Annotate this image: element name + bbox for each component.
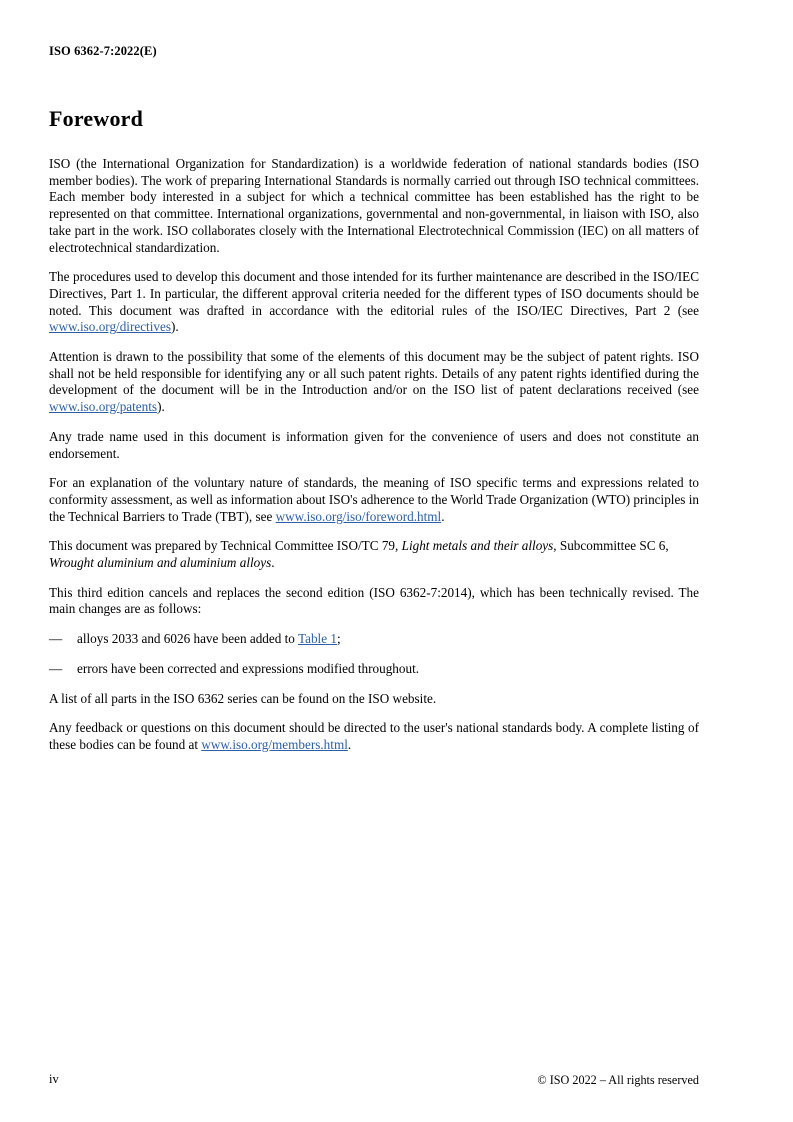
paragraph-committee [49, 538, 699, 571]
change-1-text-before: alloys 2033 and 6026 have been added to [77, 631, 298, 647]
footer-page-number: iv [49, 1072, 59, 1086]
change-1-text-after: ; [336, 631, 341, 647]
link-iso-patents[interactable]: www.iso.org/patents [49, 399, 158, 415]
paragraph-patent-text-before: Attention is drawn to the possibility that some of the elements of this document may be the subject of patent rights. ISO shall not be held responsible for identifying any or all such patent rights. Details of any patent rights identified during the development of the document will be in the Introduction and/or on the ISO list of patent declarations received (see [49, 349, 699, 398]
paragraph-procedures [49, 269, 699, 336]
paragraph-committee-text-before: This document was prepared by Technical Committee ISO/TC 79, [49, 538, 402, 554]
paragraph-scope-iso: ISO (the International Organization for Standardization) is a worldwide federation of national standards bodies (ISO member bodies). The work of preparing International Standards is normally carried out through ISO technical committees. Each member body interested in a subject for which a technical committee has been established has the right to be represented on that committee. International organizations, governmental and non-governmental, in liaison with ISO, also take part in the work. ISO collaborates closely with the International Electrotechnical Commission (IEC) on all matters of electrotechnical standardization. [49, 156, 699, 255]
list-dash-marker: — [49, 631, 63, 647]
list-item-change-2-text: errors have been corrected and expressions modified throughout. [77, 660, 420, 676]
link-iso-members[interactable]: www.iso.org/members.html [201, 736, 348, 752]
footer-copyright: © ISO 2022 – All rights reserved [537, 1073, 699, 1087]
paragraph-trade-name: Any trade name used in this document is information given for the convenience of users and does not constitute an endorsement. [49, 428, 699, 461]
paragraph-parts-list: A list of all parts in the ISO 6362 series can be found on the ISO website. [49, 690, 437, 706]
paragraph-procedures-text-before: The procedures used to develop this document and those intended for its further maintenance are described in the ISO/IEC Directives, Part 1. In particular, the different approval criteria needed for the different types of ISO documents should be noted. This document was drafted in accordance with the editorial rules of the ISO/IEC Directives, Part 2 (see [49, 269, 699, 318]
list-item-change-2 [49, 661, 699, 678]
paragraph-voluntary-text-before: For an explanation of the voluntary nature of standards, the meaning of ISO specific terms and expressions related to conformity assessment, as well as information about ISO's adherence to the World Trade Organization (WTO) principles in the Technical Barriers to Trade (TBT), see [49, 475, 699, 524]
list-dash-marker: — [49, 660, 63, 676]
paragraph-patent-rights [49, 349, 699, 416]
list-item-change-1 [49, 631, 699, 648]
document-identifier: ISO 6362-7:2022(E) [49, 44, 157, 58]
paragraph-voluntary-nature [49, 475, 699, 525]
committee-title-italic: Light metals and their alloys [401, 538, 554, 554]
paragraph-voluntary-text-after: . [441, 508, 445, 524]
link-table-1[interactable]: Table 1 [297, 631, 337, 647]
paragraph-feedback-text-after: . [347, 736, 352, 752]
link-iso-directives[interactable]: www.iso.org/directives [49, 319, 171, 335]
link-iso-foreword[interactable]: www.iso.org/iso/foreword.html [275, 508, 442, 524]
paragraph-committee-text-after: . [271, 555, 275, 571]
paragraph-patent-text-after: ). [157, 399, 165, 415]
paragraph-committee-text-mid: , Subcommittee SC 6, [553, 538, 669, 554]
page-title: Foreword [49, 106, 144, 131]
page-content [49, 106, 699, 767]
paragraph-feedback [49, 720, 699, 753]
paragraph-feedback-text-before: Any feedback or questions on this document should be directed to the user's national standards body. A complete listing of these bodies can be found at [49, 720, 699, 752]
paragraph-edition-changes: This third edition cancels and replaces the second edition (ISO 6362-7:2014), which has been technically revised. The main changes are as follows: [49, 584, 699, 617]
subcommittee-title-italic: Wrought aluminium and aluminium alloys [49, 555, 272, 571]
list-item-change-1-text [77, 631, 699, 648]
paragraph-procedures-text-after: ). [170, 319, 179, 335]
